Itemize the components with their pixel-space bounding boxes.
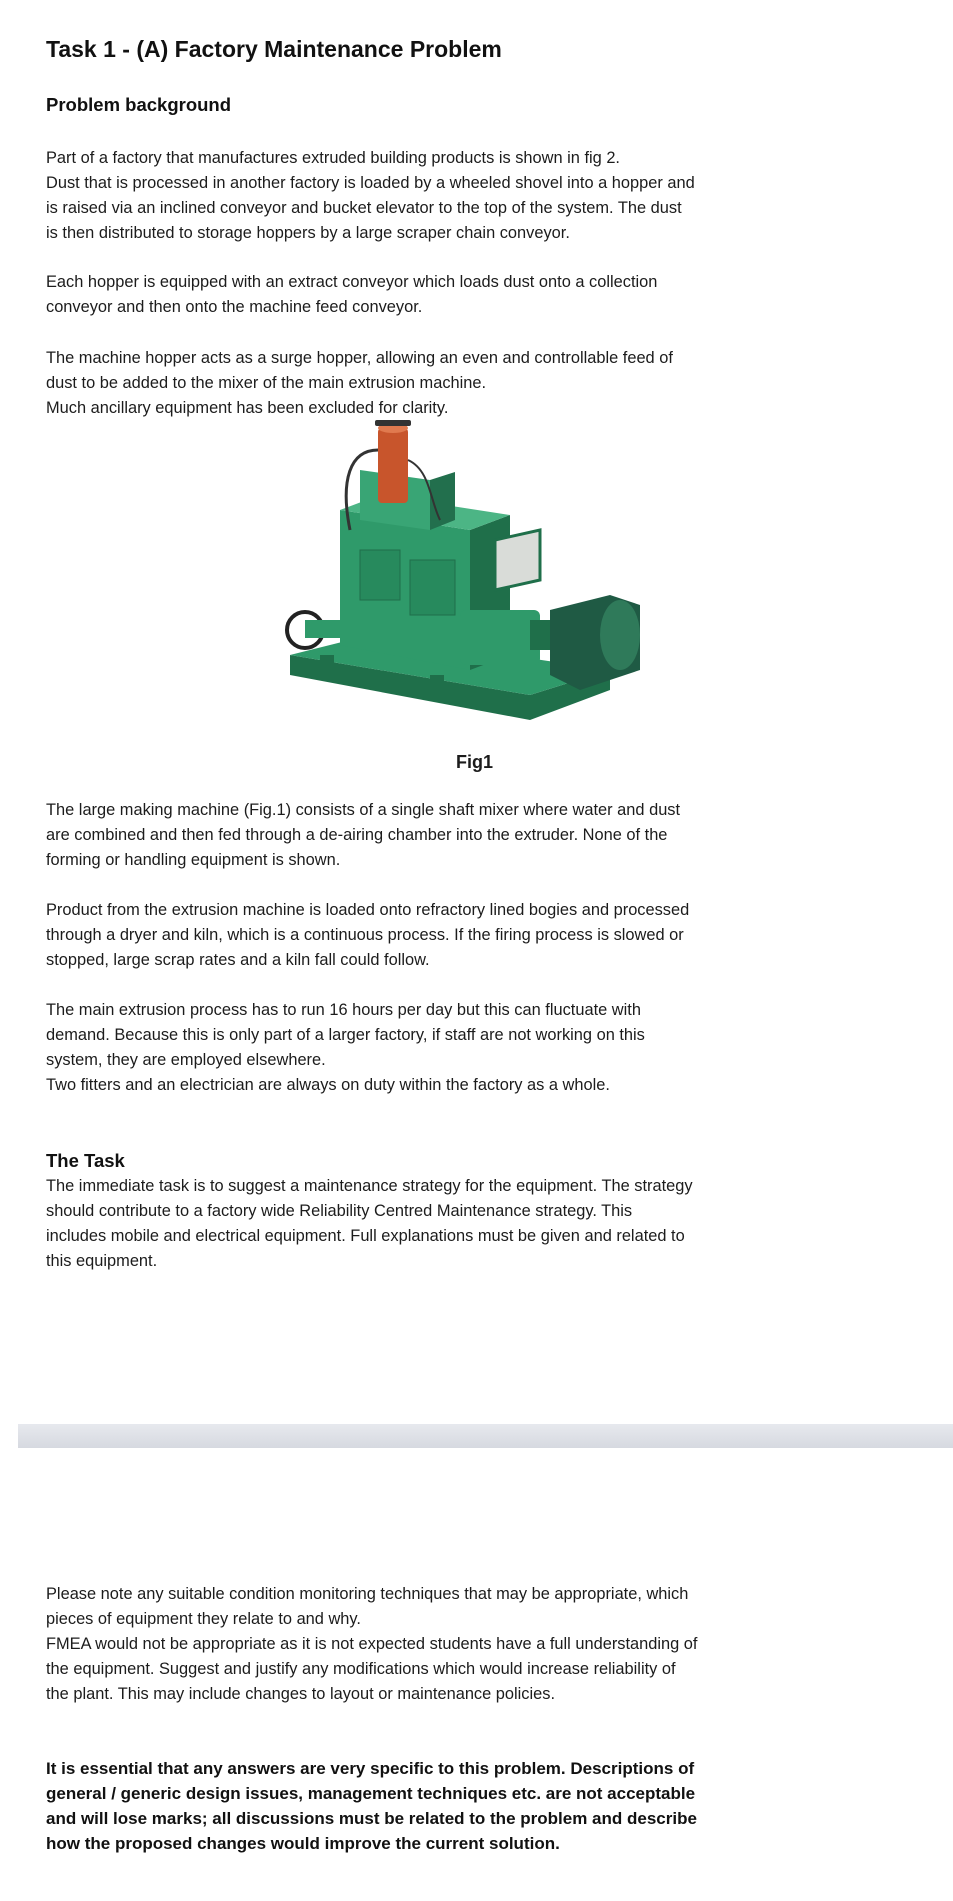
text-line: FMEA would not be appropriate as it is not expected students have a full understanding of — [46, 1635, 698, 1653]
gearbox — [460, 610, 540, 665]
text-line: how the proposed changes would improve the current solution. — [46, 1834, 560, 1853]
text-line: dust to be added to the mixer of the main extrusion machine. — [46, 374, 487, 392]
text-line: The immediate task is to suggest a maintenance strategy for the equipment. The strategy — [46, 1177, 693, 1195]
text-line: demand. Because this is only part of a larger factory, if staff are not working on this — [46, 1026, 645, 1044]
text-line: is then distributed to storage hoppers by a large scraper chain conveyor. — [46, 224, 570, 242]
text-line: Please note any suitable condition monitoring techniques that may be appropriate, which — [46, 1585, 689, 1603]
paragraph-4 — [46, 798, 919, 873]
paragraph-5 — [46, 898, 919, 973]
paragraph-2 — [46, 270, 919, 320]
text-line: the equipment. Suggest and justify any modifications which would increase reliability of — [46, 1660, 676, 1678]
page-title: Task 1 - (A) Factory Maintenance Problem — [46, 36, 502, 62]
text-line: through a dryer and kiln, which is a continuous process. If the firing process is slowed or — [46, 926, 684, 944]
text-line: and will lose marks; all discussions must be related to the problem and describe — [46, 1809, 697, 1828]
text-line: Dust that is processed in another factory is loaded by a wheeled shovel into a hopper and — [46, 174, 695, 192]
text-line: forming or handling equipment is shown. — [46, 851, 341, 869]
text-line: It is essential that any answers are very specific to this problem. Descriptions of — [46, 1759, 695, 1778]
text-line: stopped, large scrap rates and a kiln fall could follow. — [46, 951, 430, 969]
text-line: should contribute to a factory wide Reliability Centred Maintenance strategy. This — [46, 1202, 633, 1220]
side-window — [495, 530, 540, 590]
text-line: Part of a factory that manufactures extruded building products is shown in fig 2. — [46, 149, 620, 167]
text-line: Product from the extrusion machine is loaded onto refractory lined bogies and processed — [46, 901, 690, 919]
paragraph-3 — [46, 346, 919, 421]
text-line: is raised via an inclined conveyor and bucket elevator to the top of the system. The dust — [46, 199, 682, 217]
text-line: general / generic design issues, management techniques etc. are not acceptable — [46, 1784, 696, 1803]
figure-caption: Fig1 — [456, 752, 494, 772]
paragraph-6 — [46, 998, 919, 1098]
text-line: The main extrusion process has to run 16 hours per day but this can fluctuate with — [46, 1001, 641, 1019]
text-line: Two fitters and an electrician are always on duty within the factory as a whole. — [46, 1076, 610, 1094]
paragraph-1 — [46, 146, 919, 246]
page-divider — [18, 1424, 953, 1448]
text-line: conveyor and then onto the machine feed conveyor. — [46, 298, 423, 316]
paragraph-9-essential-note — [46, 1756, 919, 1856]
text-line: The large making machine (Fig.1) consists of a single shaft mixer where water and dust — [46, 801, 681, 819]
background-heading: Problem background — [46, 94, 232, 115]
task-heading: The Task — [46, 1150, 125, 1171]
text-line: Much ancillary equipment has been excluded for clarity. — [46, 399, 449, 417]
text-line: Each hopper is equipped with an extract conveyor which loads dust onto a collection — [46, 273, 658, 291]
paragraph-8 — [46, 1582, 919, 1707]
text-line: this equipment. — [46, 1252, 158, 1270]
text-line: are combined and then fed through a de-airing chamber into the extruder. None of the — [46, 826, 668, 844]
text-line: system, they are employed elsewhere. — [46, 1051, 326, 1069]
paragraph-7 — [46, 1174, 919, 1274]
text-line: pieces of equipment they relate to and why. — [46, 1610, 361, 1628]
text-line: The machine hopper acts as a surge hopper, allowing an even and controllable feed of — [46, 349, 673, 367]
extrusion-machine-figure — [280, 420, 660, 750]
text-line: includes mobile and electrical equipment. Full explanations must be given and related to — [46, 1227, 685, 1245]
orange-cylinder — [378, 428, 408, 503]
text-line: the plant. This may include changes to layout or maintenance policies. — [46, 1685, 556, 1703]
